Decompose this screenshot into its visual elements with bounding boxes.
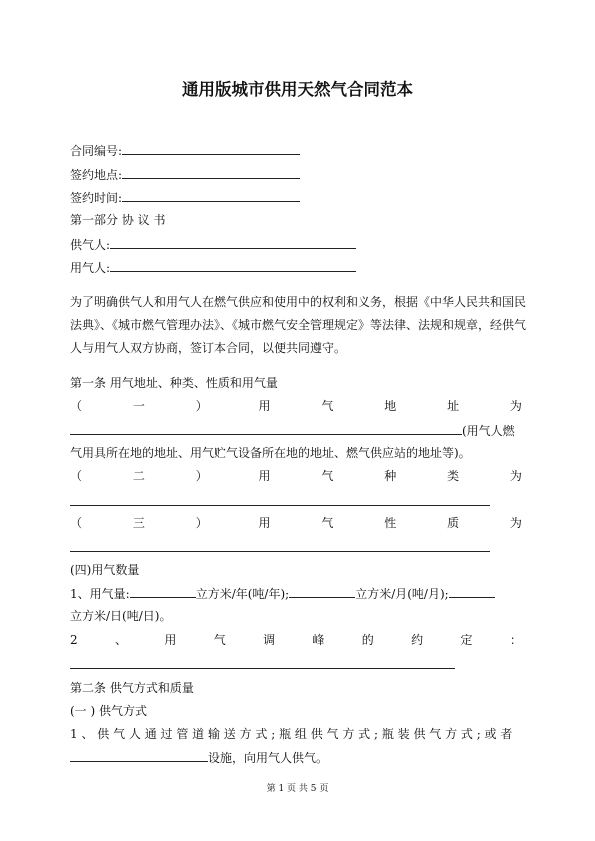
intro-line-3: 人与用气人双方协商，签订本合同，以便共同遵守。 bbox=[70, 341, 347, 355]
document-title: 通用版城市供用天然气合同范本 bbox=[182, 80, 413, 99]
usage-month-blank bbox=[289, 585, 355, 598]
sign-place-blank bbox=[122, 166, 300, 179]
item-1-address-line bbox=[70, 398, 522, 414]
item-2-char: ） bbox=[195, 469, 208, 483]
peak-char: 用 bbox=[164, 633, 177, 647]
usage-line bbox=[70, 585, 495, 602]
item-1-char: 为 bbox=[509, 399, 522, 413]
item-2-char: 气 bbox=[321, 469, 334, 483]
item-2-char: （ bbox=[70, 469, 83, 483]
item-2-char: 为 bbox=[509, 469, 522, 483]
supply-line-2-tail: 设施，向用气人供气。 bbox=[208, 751, 329, 765]
peak-char: 的 bbox=[361, 633, 374, 647]
item-3-char: ） bbox=[195, 516, 208, 530]
peak-line bbox=[70, 632, 522, 648]
supply-method-heading: (一 ) 供气方式 bbox=[70, 704, 147, 718]
article-2-heading: 第二条 供气方式和质量 bbox=[70, 681, 194, 695]
peak-char: 约 bbox=[411, 633, 424, 647]
user-blank bbox=[110, 259, 356, 272]
part-one-heading: 第一部分 协 议 书 bbox=[70, 213, 166, 227]
usage-day-blank bbox=[449, 585, 495, 598]
user-label: 用气人: bbox=[70, 261, 111, 275]
peak-char: ： bbox=[509, 633, 522, 647]
item-3-char: 用 bbox=[258, 516, 271, 530]
item-1-char: 一 bbox=[132, 399, 145, 413]
peak-char: 峰 bbox=[312, 633, 325, 647]
item-1-char: 用 bbox=[258, 399, 271, 413]
sign-time-blank bbox=[122, 189, 300, 202]
peak-char: 调 bbox=[263, 633, 276, 647]
supplier-label: 供气人: bbox=[70, 238, 111, 252]
usage-year-blank bbox=[130, 585, 196, 598]
contract-number-label: 合同编号: bbox=[70, 144, 123, 158]
item-3-char: （ bbox=[70, 516, 83, 530]
intro-line-1: 为了明确供气人和用气人在燃气供应和使用中的权利和义务，根据《中华人民共和国民 bbox=[70, 295, 527, 309]
contract-number-blank bbox=[122, 142, 300, 155]
item-4-heading: (四)用气数量 bbox=[70, 563, 140, 577]
item-3-char: 气 bbox=[321, 516, 334, 530]
contract-number-field bbox=[70, 142, 300, 159]
usage-day-unit: 立方米/日(吨/日)。 bbox=[70, 609, 172, 623]
item-3-char: 为 bbox=[509, 516, 522, 530]
item-2-char: 类 bbox=[447, 469, 460, 483]
item-2-char: 种 bbox=[384, 469, 397, 483]
item-3-char: 质 bbox=[447, 516, 460, 530]
sign-time-field bbox=[70, 189, 300, 206]
item-1-tail: (用气人燃 bbox=[462, 424, 515, 438]
page-footer: 第 1 页 共 5 页 bbox=[266, 784, 329, 794]
item-1-char: 址 bbox=[447, 399, 460, 413]
sign-time-label: 签约时间: bbox=[70, 191, 123, 205]
item-1-blank-line bbox=[70, 422, 515, 439]
item-2-char: 二 bbox=[132, 469, 145, 483]
supply-line-2 bbox=[70, 749, 328, 766]
supplier-blank bbox=[110, 236, 356, 249]
peak-char: 定 bbox=[460, 633, 473, 647]
gas-type-blank bbox=[70, 505, 490, 506]
gas-nature-blank bbox=[70, 551, 490, 552]
item-3-char: 性 bbox=[384, 516, 397, 530]
item-1-char: ） bbox=[195, 399, 208, 413]
usage-prefix: 1、用气量: bbox=[70, 587, 130, 601]
usage-unit-year: 立方米/年(吨/年); bbox=[195, 587, 290, 601]
item-2-type-line bbox=[70, 468, 522, 484]
item-1-char: （ bbox=[70, 399, 83, 413]
peak-char: 气 bbox=[213, 633, 226, 647]
sign-place-field bbox=[70, 166, 300, 183]
sign-place-label: 签约地点: bbox=[70, 168, 123, 182]
user-field bbox=[70, 259, 356, 276]
item-1-char: 气 bbox=[321, 399, 334, 413]
article-1-heading: 第一条 用气地址、种类、性质和用气量 bbox=[70, 376, 278, 390]
supply-line-1: 1 、 供 气 人 通 过 管 道 输 送 方 式 ; 瓶 组 供 气 方 式 ; 瓶 装 供 气 方 式 ; 或 者 bbox=[70, 727, 513, 741]
item-3-char: 三 bbox=[132, 516, 145, 530]
usage-unit-month: 立方米/月(吨/月); bbox=[355, 587, 449, 601]
supply-facility-blank bbox=[70, 749, 208, 762]
peak-char: 、 bbox=[114, 633, 127, 647]
item-3-nature-line bbox=[70, 515, 522, 531]
item-2-char: 用 bbox=[258, 469, 271, 483]
supplier-field bbox=[70, 236, 356, 253]
address-blank bbox=[70, 422, 462, 435]
item-1-char: 地 bbox=[384, 399, 397, 413]
peak-char: 2 bbox=[70, 633, 78, 647]
item-1-note: 气用具所在地的地址、用气贮气设备所在地的地址、燃气供应站的地址等)。 bbox=[70, 446, 471, 460]
peak-blank bbox=[70, 668, 455, 669]
intro-line-2: 法典》、《城市燃气管理办法》、《城市燃气安全管理规定》等法律、法规和规章，经供气 bbox=[70, 318, 527, 332]
